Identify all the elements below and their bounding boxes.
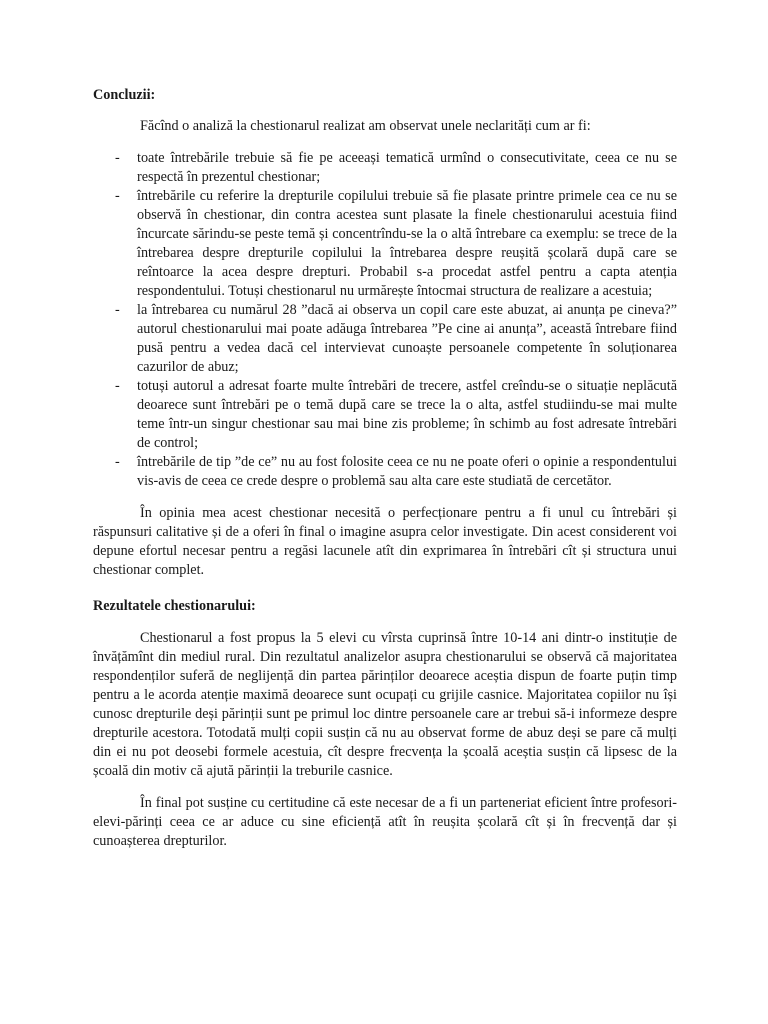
list-item — [93, 377, 677, 453]
list-item — [93, 149, 677, 187]
list-item — [93, 453, 677, 491]
list-item — [93, 301, 677, 377]
conclusions-intro: Făcînd o analiză la chestionarul realizat am observat unele neclarități cum ar fi: — [140, 118, 591, 134]
final-paragraph: În final pot susține cu certitudine că este necesar de a fi un parteneriat eficient între profesori-elevi-părinți ceea ce ar aduce cu sine eficiență atît în reușita școlară cît și în frecvență dar și cunoașterea drepturilor. — [93, 795, 677, 849]
opinion-paragraph: În opinia mea acest chestionar necesită o perfecționare pentru a fi unul cu întrebări și răspunsuri calitative și de a oferi în final o imagine asupra celor investigate. Din acest considerent voi depune efortul necesar pentru a regăsi lacunele atît din exprimarea în întrebări cît și structura unui chestionar complet. — [93, 505, 677, 578]
list-bullet: - — [115, 302, 120, 318]
list-item — [93, 187, 677, 301]
list-item-text: totuși autorul a adresat foarte multe întrebări de trecere, astfel creîndu-se o situație neplăcută deoarece sunt întrebări pe o temă după care se trece la o alta, astfel studiindu-se mai multe teme într-un singur chestionar sau mai bine zis probleme; în schimb au fost adresate întrebări de control; — [137, 378, 677, 451]
list-item-text: la întrebarea cu numărul 28 ”dacă ai observa un copil care este abuzat, ai anunța pe cineva?” autorul chestionarului mai poate adăuga întrebarea ”Pe cine ai anunța”, această întrebare fiind pusă pentru a vedea dacă cel intervievat cunoaște persoanele competente în soluționarea cazurilor de abuz; — [137, 302, 677, 375]
list-item-text: întrebările de tip ”de ce” nu au fost folosite ceea ce nu ne poate oferi o opinie a respondentului vis-avis de ceea ce crede despre o problemă sau alta care este studiată de cercetător. — [137, 454, 677, 489]
list-bullet: - — [115, 188, 120, 204]
list-bullet: - — [115, 378, 120, 394]
list-bullet: - — [115, 454, 120, 470]
list-item-text: întrebările cu referire la drepturile copilului trebuie să fie plasate printre primele cea ce nu se observă în chestionar, din contra acestea sunt plasate la finele chestionarului acestuia fiind încurcate sărindu-se peste temă și concentrîndu-se la o altă întrebare ca exemplu: se trece de la întrebarea despre drepturile copilului la întrebarea despre reușită școlară după care se reîntoarce la acea despre drepturi. Probabil s-a procedat astfel pentru a capta atenția respondentului. Totuși chestionarul nu urmărește întocmai structura de realizare a acestuia; — [137, 188, 677, 299]
results-paragraph: Chestionarul a fost propus la 5 elevi cu vîrsta cuprinsă între 10-14 ani dintr-o instituție de învățămînt din mediul rural. Din rezultatul analizelor asupra chestionarului se observă că majoritatea respondenților suferă de neglijență din partea părinților deoarece aceștia dispun de foarte puțin timp pentru a le acorda atenție maximă deoarece sunt ocupați cu grijile casnice. Majoritatea copiilor nu își cunosc drepturile deși părinții sunt pe primul loc dintre persoanele care ar trebui să-i informeze despre drepturile acestora. Totodată mulți copii susțin că nu au observat forme de abuz deși se pare că mulți din ei nu pot deosebi formele acestuia, cît despre frecvența la școală aceștia susțin că lipsesc de la școală din motiv că ajută părinții la treburile casnice. — [93, 630, 677, 779]
results-heading: Rezultatele chestionarului: — [93, 598, 256, 614]
conclusions-heading: Concluzii: — [93, 87, 156, 103]
list-bullet: - — [115, 150, 120, 166]
list-item-text: toate întrebările trebuie să fie pe aceeași tematică urmînd o consecutivitate, ceea ce nu se respectă în prezentul chestionar; — [137, 150, 677, 185]
conclusions-list — [93, 149, 677, 491]
document-body — [93, 86, 677, 851]
